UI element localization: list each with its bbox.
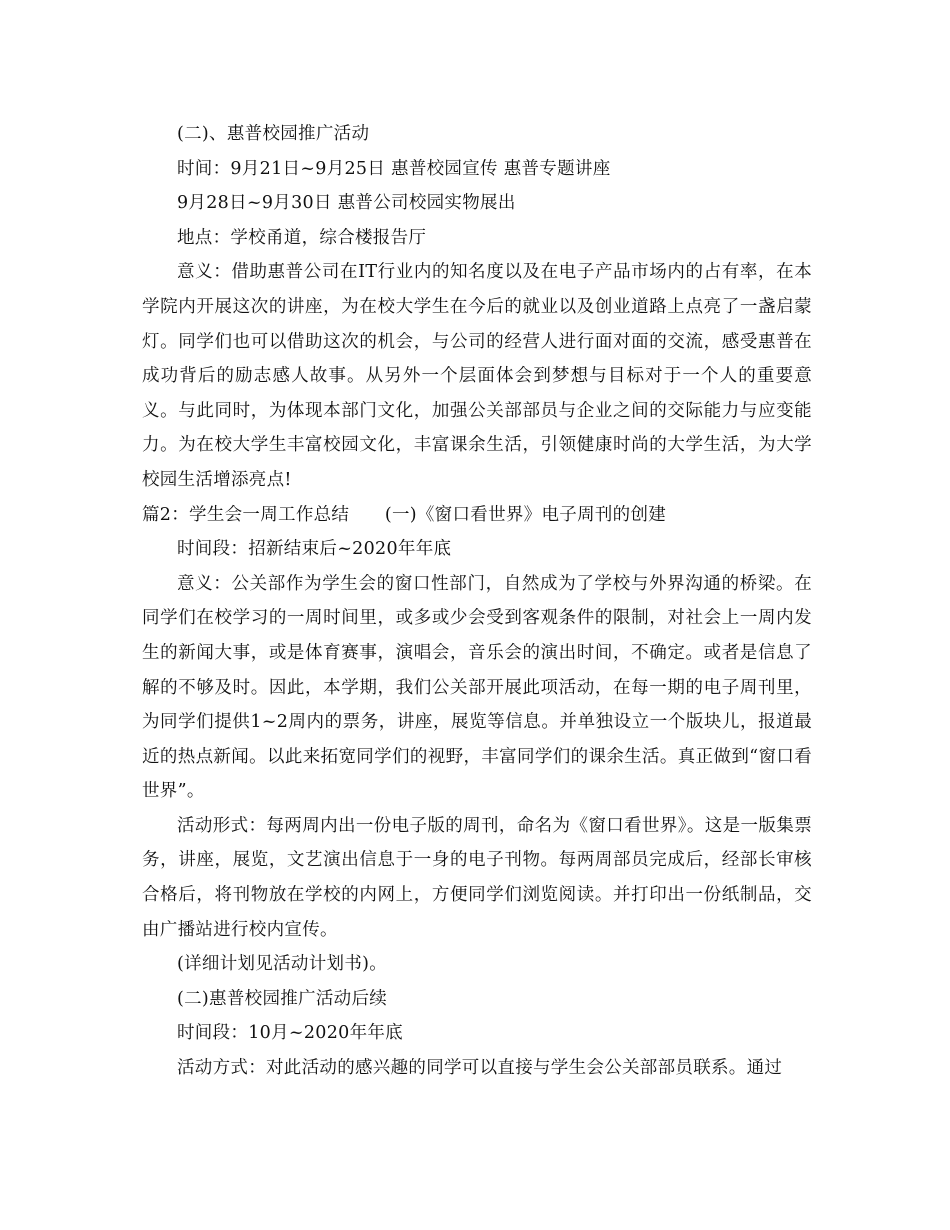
subsection-heading: (二)惠普校园推广活动后续 xyxy=(177,988,388,1009)
significance-paragraph: 意义：借助惠普公司在IT行业内的知名度以及在电子产品市场内的占有率，在本学院内开展这次的讲座，为在校大学生在今后的就业以及创业道路上点亮了一盏启蒙灯。同学们也可以借助这次的机会，与公司的经营人进行面对面的交流，感受惠普在成功背后的励志感人故事。从另外一个层面体会到梦想与目标对于一个人的重要意义。与此同时，为体现本部门文化，加强公关部部员与企业之间的交际能力与应变能力。为在校大学生丰富校园文化，丰富课余生活，引领健康时尚的大学生活，为大学校园生活增添亮点! xyxy=(142,262,812,490)
plan-note: (详细计划见活动计划书)。 xyxy=(177,954,388,975)
location-line: 地点：学校甬道，综合楼报告厅 xyxy=(177,227,427,248)
document-body xyxy=(142,117,812,1086)
time-period-line: 时间段：10月~2020年年底 xyxy=(177,1023,403,1044)
significance-paragraph: 意义：公关部作为学生会的窗口性部门，自然成为了学校与外界沟通的桥梁。在同学们在校学习的一周时间里，或多或少会受到客观条件的限制，对社会上一周内发生的新闻大事，或是体育赛事，演唱会，音乐会的演出时间，不确定。或者是信息了解的不够及时。因此，本学期，我们公关部开展此项活动，在每一期的电子周刊里，为同学们提供1~2周内的票务，讲座，展览等信息。并单独设立一个版块儿，报道最近的热点新闻。以此来拓宽同学们的视野，丰富同学们的课余生活。真正做到“窗口看世界”。 xyxy=(142,573,812,802)
time-line: 时间：9月21日~9月25日 惠普校园宣传 惠普专题讲座 xyxy=(177,158,611,179)
activity-method-paragraph: 活动方式：对此活动的感兴趣的同学可以直接与学生会公关部部员联系。通过 xyxy=(177,1058,783,1079)
time-line-continued: 9月28日~9月30日 惠普公司校园实物展出 xyxy=(177,193,516,214)
activity-form-paragraph: 活动形式：每两周内出一份电子版的周刊，命名为《窗口看世界》。这是一版集票务，讲座，展览，文艺演出信息于一身的电子刊物。每两周部员完成后，经部长审核合格后，将刊物放在学校的内网上，方便同学们浏览阅读。并打印出一份纸制品，交由广播站进行校内宣传。 xyxy=(142,815,812,940)
article-heading: 篇2：学生会一周工作总结 (一)《窗口看世界》电子周刊的创建 xyxy=(142,504,667,525)
time-period-line: 时间段：招新结束后~2020年年底 xyxy=(177,539,452,560)
section-heading: (二)、惠普校园推广活动 xyxy=(177,124,370,144)
